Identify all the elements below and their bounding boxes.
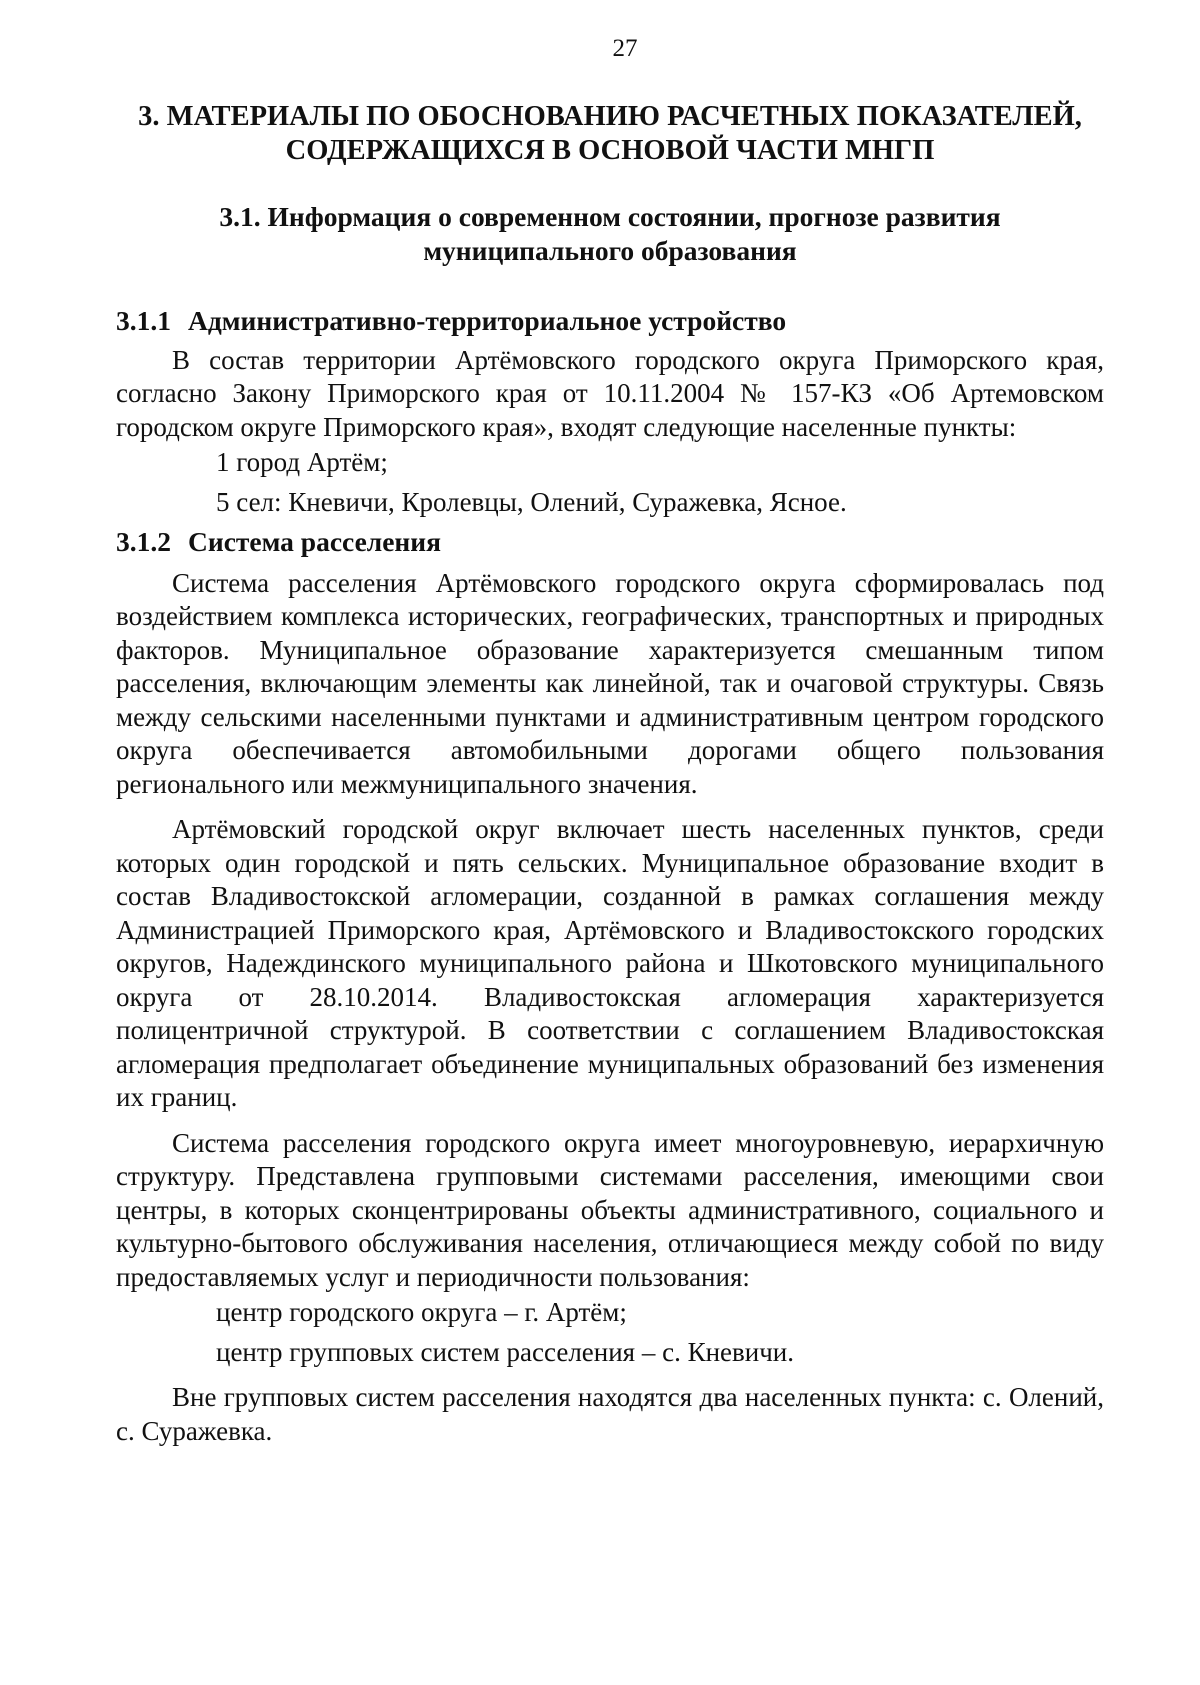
list-item-villages: 5 сел: Кневичи, Кролевцы, Олений, Суражевка, Ясное. (216, 486, 847, 517)
list-item-district-center: центр городского округа – г. Артём; (216, 1297, 627, 1327)
paragraph-settlement-3: Система расселения городского округа имеет многоуровневую, иерархичную структуру. Представлена групповыми системами расселения, имеющими свои центры, в которых сконцентрированы объекты административного, социального и культурно-бытового обслуживания населения, отличающиеся между собой по виду предоставляемых услуг и периодичности пользования: (116, 1127, 1104, 1292)
paragraph-settlement-1: Система расселения Артёмовского городского округа сформировалась под воздействием комплекса исторических, географических, транспортных и природных факторов. Муниципальное образование характеризуется смешанным типом расселения, включающим элементы как линейной, так и очаговой структуры. Связь между сельскими населенными пунктами и административным центром городского округа обеспечивается автомобильными дорогами общего пользования регионального или межмуниципального значения. (116, 567, 1104, 799)
subsection-heading-administrative (116, 304, 1104, 338)
subsection-number: 3.1.1 (116, 305, 171, 336)
section-title-line-1: 3.1. Информация о современном состоянии, прогнозе развития (219, 201, 1001, 232)
subsection-heading-settlement (116, 525, 1104, 559)
chapter-title-line-2: СОДЕРЖАЩИХСЯ В ОСНОВОЙ ЧАСТИ МНГП (285, 135, 935, 166)
list-item-group-center: центр групповых систем расселения – с. Кневичи. (216, 1336, 794, 1367)
chapter-title-line-1: 3. МАТЕРИАЛЫ ПО ОБОСНОВАНИЮ РАСЧЕТНЫХ ПОКАЗАТЕЛЕЙ, (138, 101, 1082, 132)
section-title (116, 200, 1104, 268)
subsection-title: Система расселения (188, 526, 441, 557)
list-item-city: 1 город Артём; (216, 447, 388, 477)
chapter-title (116, 100, 1104, 168)
section-title-line-2: муниципального образования (423, 235, 797, 266)
page-number: 27 (612, 35, 638, 62)
paragraph-settlement-2: Артёмовский городской округ включает шесть населенных пунктов, среди которых один городской и пять сельских. Муниципальное образование входит в состав Владивостокской агломерации, созданной в рамках соглашения между Администрацией Приморского края, Артёмовского и Владивостокского городских округов, Надеждинского муниципального района и Шкотовского муниципального округа от 28.10.2014. Владивостокская агломерация характеризуется полицентричной структурой. В соответствии с соглашением Владивостокская агломерация предполагает объединение муниципальных образований без изменения их границ. (116, 814, 1104, 1112)
subsection-title: Административно-территориальное устройство (188, 305, 787, 336)
subsection-number: 3.1.2 (116, 526, 171, 557)
paragraph-settlement-4: Вне групповых систем расселения находятся два населенных пункта: с. Олений, с. Суражевка. (116, 1382, 1104, 1446)
paragraph-administrative: В состав территории Артёмовского городского округа Приморского края, согласно Закону Приморского края от 10.11.2004 № 157-КЗ «Об Артемовском городском округе Приморского края», входят следующие населенные пункты: (116, 344, 1104, 442)
